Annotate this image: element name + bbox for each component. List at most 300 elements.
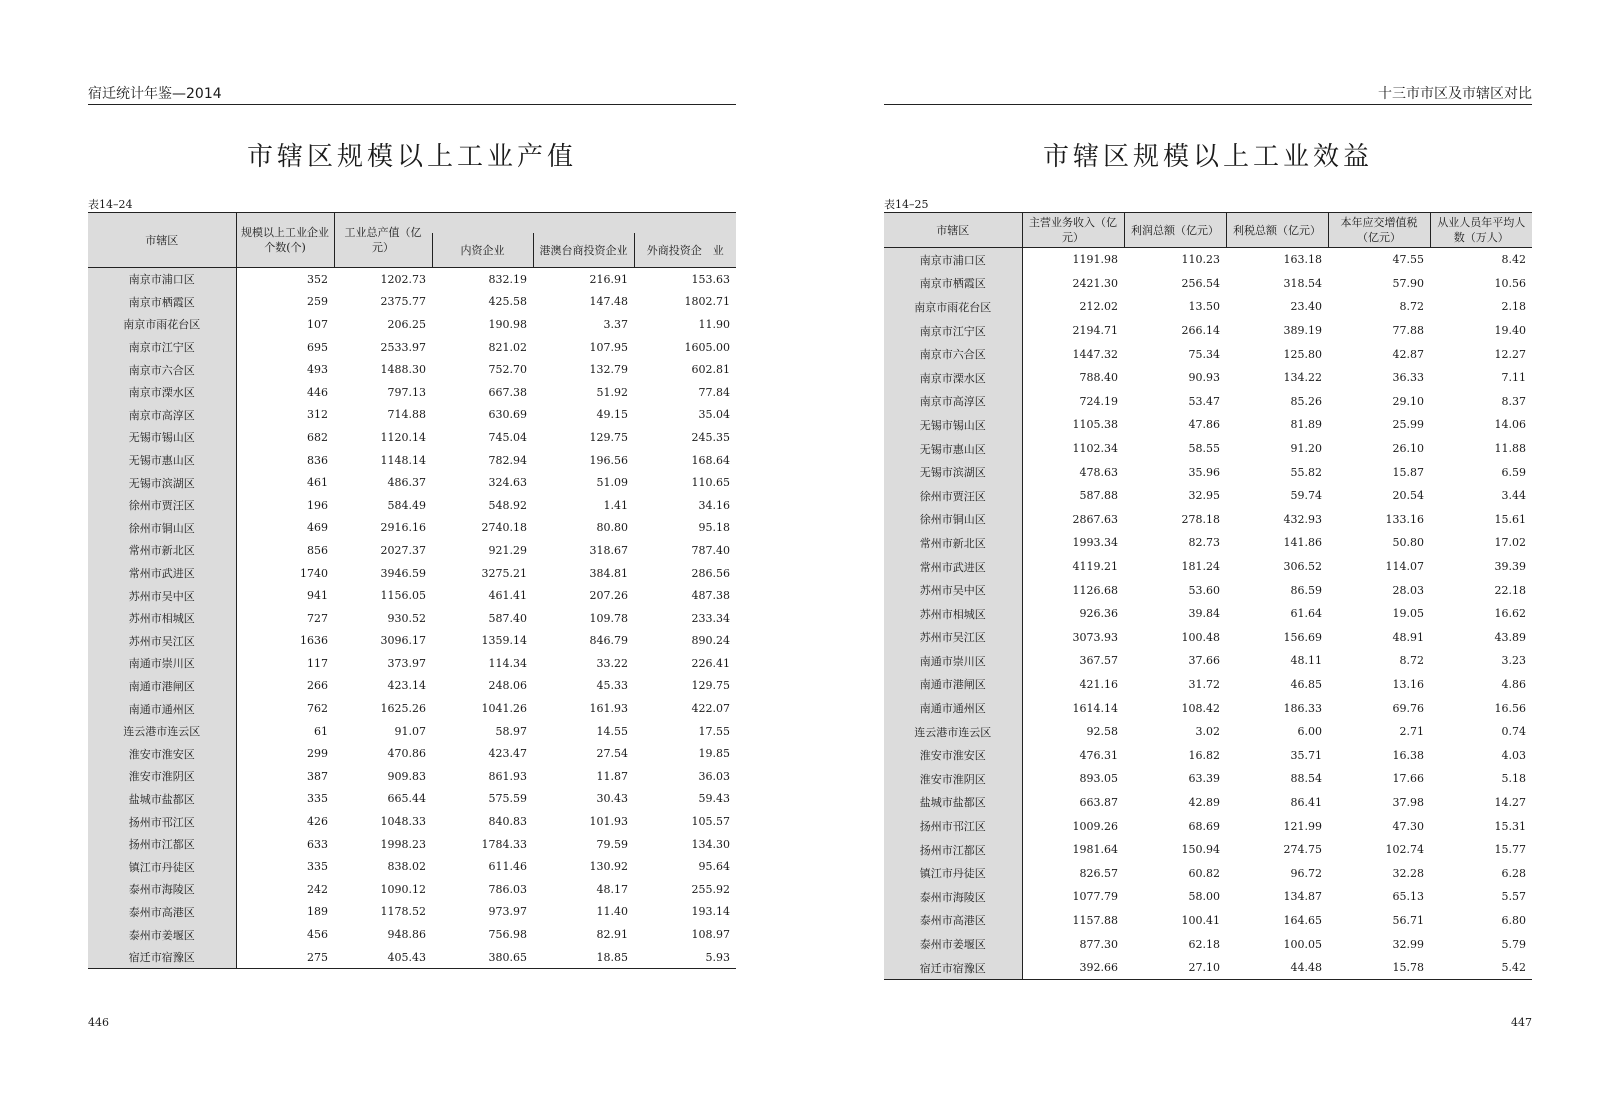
table-row — [88, 494, 736, 517]
row-value: 4119.21 — [1072, 560, 1118, 574]
running-head: 十三市市区及市辖区对比 — [884, 84, 1532, 105]
row-value: 39.39 — [1494, 560, 1526, 574]
row-value: 37.98 — [1392, 795, 1424, 809]
row-region-name: 盐城市盐都区 — [884, 791, 1022, 815]
row-value: 69.76 — [1392, 701, 1424, 715]
row-value: 611.46 — [488, 860, 527, 874]
header-total-output: 工业总产值（亿元） — [334, 213, 432, 268]
table-number: 表14–25 — [884, 198, 929, 211]
row-value: 1090.12 — [380, 882, 426, 896]
row-value: 102.74 — [1385, 843, 1424, 857]
row-region-name: 徐州市贾汪区 — [88, 494, 236, 517]
table-row — [884, 484, 1532, 508]
left-page — [88, 0, 736, 1099]
row-region-name: 扬州市江都区 — [884, 838, 1022, 862]
row-region-name: 连云港市连云区 — [88, 720, 236, 743]
row-region-name: 南京市高淳区 — [88, 404, 236, 427]
row-value: 266.14 — [1181, 324, 1220, 338]
row-value: 1102.34 — [1072, 442, 1118, 456]
table-row — [884, 909, 1532, 933]
row-value: 1740 — [300, 566, 328, 580]
benefit-table — [884, 212, 1532, 980]
row-value: 58.97 — [495, 724, 527, 738]
table-row — [884, 295, 1532, 319]
row-value: 1625.26 — [380, 702, 426, 716]
row-value: 5.93 — [634, 946, 736, 969]
row-region-name: 南京市江宁区 — [884, 319, 1022, 343]
row-value: 61 — [314, 724, 328, 738]
row-value: 100.48 — [1181, 630, 1220, 644]
row-value: 1614.14 — [1072, 701, 1118, 715]
row-value: 48.17 — [596, 882, 628, 896]
row-value: 306.52 — [1283, 560, 1322, 574]
row-value: 2.18 — [1501, 300, 1526, 314]
row-value: 877.30 — [1079, 937, 1118, 951]
table-row — [88, 810, 736, 833]
row-value: 117 — [307, 656, 328, 670]
row-value: 1993.34 — [1072, 536, 1118, 550]
row-value: 207.26 — [589, 589, 628, 603]
table-row — [884, 390, 1532, 414]
row-value: 86.41 — [1290, 795, 1322, 809]
page-number: 446 — [88, 1016, 109, 1029]
row-value: 423.14 — [387, 679, 426, 693]
row-value: 42.89 — [1188, 795, 1220, 809]
row-value: 335 — [307, 792, 328, 806]
row-value: 856 — [307, 543, 328, 557]
table-row — [88, 607, 736, 630]
row-value: 1202.73 — [380, 272, 426, 286]
row-value: 8.72 — [1399, 300, 1424, 314]
table-row — [884, 838, 1532, 862]
row-value: 107.95 — [589, 340, 628, 354]
row-value: 2421.30 — [1072, 276, 1118, 290]
row-region-name: 淮安市淮安区 — [88, 742, 236, 765]
row-value: 125.80 — [1283, 347, 1322, 361]
row-value: 8.72 — [1399, 654, 1424, 668]
header-foreign-invested: 外商投资企 业 — [634, 233, 736, 268]
row-value: 8.42 — [1501, 253, 1526, 267]
row-value: 14.06 — [1494, 418, 1526, 432]
row-value: 18.85 — [533, 946, 634, 969]
row-value: 470.86 — [387, 747, 426, 761]
row-value: 392.66 — [1022, 956, 1124, 980]
row-value: 2375.77 — [380, 295, 426, 309]
row-value: 4.03 — [1501, 748, 1526, 762]
row-value: 11.40 — [596, 905, 628, 919]
table-row — [884, 460, 1532, 484]
row-value: 101.93 — [589, 815, 628, 829]
row-value: 35.04 — [698, 408, 731, 422]
table-row — [884, 413, 1532, 437]
row-value: 5.42 — [1430, 956, 1532, 980]
row-value: 92.58 — [1086, 725, 1118, 739]
row-value: 4.86 — [1501, 677, 1526, 691]
table-row — [884, 932, 1532, 956]
row-value: 487.38 — [691, 589, 731, 603]
row-value: 633 — [307, 837, 328, 851]
table-row — [884, 743, 1532, 767]
row-value: 130.92 — [589, 860, 628, 874]
row-value: 36.03 — [698, 769, 731, 783]
row-value: 446 — [307, 385, 328, 399]
table-row — [884, 626, 1532, 650]
row-value: 425.58 — [488, 295, 527, 309]
page-number: 447 — [1511, 1016, 1532, 1029]
row-value: 81.89 — [1290, 418, 1322, 432]
row-value: 19.05 — [1392, 607, 1424, 621]
row-value: 682 — [307, 430, 328, 444]
row-region-name: 淮安市淮阴区 — [88, 765, 236, 788]
row-value: 405.43 — [334, 946, 432, 969]
row-region-name: 宿迁市宿豫区 — [88, 946, 236, 969]
row-value: 28.03 — [1392, 583, 1424, 597]
row-region-name: 淮安市淮安区 — [884, 743, 1022, 767]
row-value: 47.30 — [1392, 819, 1424, 833]
row-value: 1998.23 — [380, 837, 426, 851]
table-row — [88, 923, 736, 946]
row-value: 324.63 — [488, 476, 527, 490]
row-value: 27.54 — [596, 747, 628, 761]
header-employees: 从业人员年平均人数（万人） — [1430, 213, 1532, 248]
header-profit: 利润总额（亿元） — [1124, 213, 1226, 248]
header-enterprise-count: 规模以上工业企业个数(个) — [236, 213, 334, 268]
row-value: 461.41 — [488, 589, 527, 603]
row-value: 134.30 — [691, 837, 731, 851]
row-value: 51.92 — [596, 385, 628, 399]
table-row — [88, 855, 736, 878]
row-value: 11.88 — [1494, 442, 1526, 456]
row-value: 745.04 — [488, 430, 527, 444]
row-value: 16.38 — [1392, 748, 1424, 762]
row-value: 58.55 — [1188, 442, 1220, 456]
row-value: 821.02 — [488, 340, 527, 354]
row-value: 5.79 — [1501, 937, 1526, 951]
row-value: 47.86 — [1188, 418, 1220, 432]
row-value: 108.42 — [1181, 701, 1220, 715]
table-row — [88, 291, 736, 314]
table-row — [88, 765, 736, 788]
row-region-name: 南京市雨花台区 — [88, 313, 236, 336]
row-region-name: 南京市浦口区 — [884, 248, 1022, 272]
row-value: 134.22 — [1283, 371, 1322, 385]
row-value: 26.10 — [1392, 442, 1424, 456]
row-value: 1105.38 — [1072, 418, 1118, 432]
output-table-body — [88, 268, 736, 969]
header-hmt-invested: 港澳台商投资企业 — [533, 233, 634, 268]
header-revenue: 主营业务收入（亿元） — [1022, 213, 1124, 248]
row-value: 58.00 — [1188, 890, 1220, 904]
table-row — [884, 342, 1532, 366]
row-value: 33.22 — [596, 656, 628, 670]
row-value: 275 — [236, 946, 334, 969]
row-region-name: 南京市六合区 — [88, 358, 236, 381]
row-value: 948.86 — [387, 928, 426, 942]
row-region-name: 泰州市高港区 — [884, 909, 1022, 933]
row-value: 65.13 — [1392, 890, 1424, 904]
table-row — [88, 833, 736, 856]
row-value: 380.65 — [432, 946, 533, 969]
row-value: 11.87 — [596, 769, 628, 783]
row-value: 86.59 — [1290, 583, 1322, 597]
table-row — [88, 517, 736, 540]
row-region-name: 泰州市海陵区 — [884, 885, 1022, 909]
row-value: 1126.68 — [1072, 583, 1118, 597]
table-row — [884, 531, 1532, 555]
row-value: 0.74 — [1501, 725, 1526, 739]
row-value: 797.13 — [387, 385, 426, 399]
row-value: 788.40 — [1079, 371, 1118, 385]
row-region-name: 苏州市吴江区 — [884, 626, 1022, 650]
row-region-name: 南通市通州区 — [884, 696, 1022, 720]
row-value: 2867.63 — [1072, 512, 1118, 526]
table-row — [88, 381, 736, 404]
row-value: 1605.00 — [684, 340, 731, 354]
row-value: 2533.97 — [380, 340, 426, 354]
row-value: 161.93 — [589, 702, 628, 716]
row-value: 846.79 — [589, 634, 628, 648]
row-value: 752.70 — [488, 363, 527, 377]
row-value: 132.79 — [589, 363, 628, 377]
row-value: 77.84 — [698, 385, 731, 399]
row-value: 256.54 — [1181, 276, 1220, 290]
row-value: 1048.33 — [380, 815, 426, 829]
row-value: 25.99 — [1392, 418, 1424, 432]
row-value: 3.37 — [603, 317, 628, 331]
row-region-name: 泰州市姜堰区 — [88, 923, 236, 946]
table-row — [884, 437, 1532, 461]
row-value: 1148.14 — [380, 453, 426, 467]
row-region-name: 镇江市丹徒区 — [884, 861, 1022, 885]
row-value: 15.78 — [1328, 956, 1430, 980]
table-row — [884, 720, 1532, 744]
table-row — [88, 720, 736, 743]
row-region-name: 扬州市邗江区 — [884, 814, 1022, 838]
row-value: 630.69 — [488, 408, 527, 422]
row-value: 426 — [307, 815, 328, 829]
row-value: 787.40 — [691, 543, 731, 557]
table-title: 市辖区规模以上工业效益 — [1042, 142, 1373, 172]
row-value: 756.98 — [488, 928, 527, 942]
row-value: 16.82 — [1188, 748, 1220, 762]
row-value: 423.47 — [488, 747, 527, 761]
row-value: 30.43 — [596, 792, 628, 806]
row-region-name: 南京市溧水区 — [88, 381, 236, 404]
row-value: 714.88 — [387, 408, 426, 422]
row-region-name: 镇江市丹徒区 — [88, 855, 236, 878]
row-value: 15.31 — [1494, 819, 1526, 833]
row-value: 890.24 — [691, 634, 731, 648]
row-value: 1156.05 — [380, 589, 426, 603]
row-value: 60.82 — [1188, 866, 1220, 880]
table-row — [88, 742, 736, 765]
row-value: 274.75 — [1283, 843, 1322, 857]
row-value: 840.83 — [488, 815, 527, 829]
row-value: 1981.64 — [1072, 843, 1118, 857]
row-value: 55.82 — [1290, 465, 1322, 479]
row-value: 226.41 — [691, 656, 731, 670]
table-row — [88, 336, 736, 359]
row-value: 85.26 — [1290, 394, 1322, 408]
row-value: 312 — [307, 408, 328, 422]
row-value: 196 — [307, 498, 328, 512]
row-value: 216.91 — [589, 272, 628, 286]
row-value: 6.28 — [1501, 866, 1526, 880]
row-value: 68.69 — [1188, 819, 1220, 833]
header-region: 市辖区 — [88, 213, 236, 268]
row-value: 893.05 — [1079, 772, 1118, 786]
row-region-name: 南通市港闸区 — [88, 675, 236, 698]
row-value: 861.93 — [488, 769, 527, 783]
row-value: 190.98 — [488, 317, 527, 331]
row-value: 602.81 — [691, 363, 731, 377]
table-row — [884, 248, 1532, 272]
row-value: 2740.18 — [481, 521, 527, 535]
row-region-name: 无锡市惠山区 — [884, 437, 1022, 461]
row-value: 163.18 — [1283, 253, 1322, 267]
row-value: 61.64 — [1290, 607, 1322, 621]
header-domestic: 内资企业 — [432, 233, 533, 268]
row-value: 105.57 — [691, 815, 731, 829]
table-number: 表14–24 — [88, 198, 133, 211]
row-value: 133.16 — [1385, 512, 1424, 526]
row-region-name: 南通市港闸区 — [884, 673, 1022, 697]
row-value: 141.86 — [1283, 536, 1322, 550]
header-region: 市辖区 — [884, 213, 1022, 248]
row-value: 129.75 — [589, 430, 628, 444]
table-row — [88, 313, 736, 336]
row-value: 62.18 — [1188, 937, 1220, 951]
row-value: 47.55 — [1392, 253, 1424, 267]
row-value: 3096.17 — [380, 634, 426, 648]
row-value: 46.85 — [1290, 677, 1322, 691]
row-value: 1178.52 — [380, 905, 426, 919]
table-row — [884, 861, 1532, 885]
table-title: 市辖区规模以上工业产值 — [246, 142, 577, 172]
row-value: 32.99 — [1392, 937, 1424, 951]
row-value: 587.40 — [488, 611, 527, 625]
row-region-name: 无锡市锡山区 — [884, 413, 1022, 437]
row-region-name: 常州市新北区 — [884, 531, 1022, 555]
row-value: 22.18 — [1494, 583, 1526, 597]
table-row — [88, 630, 736, 653]
row-region-name: 常州市武进区 — [884, 555, 1022, 579]
row-value: 79.59 — [596, 837, 628, 851]
row-value: 110.65 — [691, 476, 731, 490]
row-region-name: 常州市新北区 — [88, 539, 236, 562]
row-value: 548.92 — [488, 498, 527, 512]
row-value: 75.34 — [1188, 347, 1220, 361]
row-value: 2.71 — [1399, 725, 1424, 739]
row-region-name: 苏州市吴中区 — [884, 578, 1022, 602]
row-region-name: 徐州市贾汪区 — [884, 484, 1022, 508]
row-value: 10.56 — [1494, 276, 1526, 290]
row-value: 15.77 — [1494, 843, 1526, 857]
row-value: 29.10 — [1392, 394, 1424, 408]
table-row — [88, 562, 736, 585]
row-value: 110.23 — [1181, 253, 1220, 267]
row-value: 37.66 — [1188, 654, 1220, 668]
row-value: 156.69 — [1283, 630, 1322, 644]
row-region-name: 南京市高淳区 — [884, 390, 1022, 414]
table-row — [884, 578, 1532, 602]
row-value: 20.54 — [1392, 489, 1424, 503]
row-value: 96.72 — [1290, 866, 1322, 880]
row-value: 836 — [307, 453, 328, 467]
row-value: 91.07 — [394, 724, 426, 738]
row-region-name: 南京市浦口区 — [88, 268, 236, 291]
table-row — [88, 652, 736, 675]
table-row — [884, 272, 1532, 296]
row-region-name: 南京市雨花台区 — [884, 295, 1022, 319]
row-region-name: 南京市栖霞区 — [88, 291, 236, 314]
row-value: 95.64 — [698, 860, 731, 874]
row-value: 147.48 — [589, 295, 628, 309]
output-table — [88, 212, 736, 969]
row-value: 663.87 — [1079, 795, 1118, 809]
table-row — [88, 946, 736, 969]
row-value: 56.71 — [1392, 913, 1424, 927]
row-value: 421.16 — [1079, 677, 1118, 691]
row-value: 91.20 — [1290, 442, 1322, 456]
row-region-name: 无锡市惠山区 — [88, 449, 236, 472]
row-value: 193.14 — [691, 905, 731, 919]
row-region-name: 南通市崇川区 — [88, 652, 236, 675]
row-value: 8.37 — [1501, 394, 1526, 408]
row-value: 134.87 — [1283, 890, 1322, 904]
row-value: 456 — [307, 928, 328, 942]
row-value: 259 — [307, 295, 328, 309]
row-value: 168.64 — [691, 453, 731, 467]
row-value: 762 — [307, 702, 328, 716]
table-row — [88, 584, 736, 607]
row-value: 6.59 — [1501, 465, 1526, 479]
row-value: 233.34 — [691, 611, 731, 625]
row-value: 299 — [307, 747, 328, 761]
row-value: 88.54 — [1290, 772, 1322, 786]
row-value: 129.75 — [691, 679, 731, 693]
right-page — [884, 0, 1532, 1099]
row-value: 838.02 — [387, 860, 426, 874]
row-value: 48.91 — [1392, 630, 1424, 644]
row-value: 486.37 — [387, 476, 426, 490]
running-head: 宿迁统计年鉴—2014 — [88, 84, 736, 105]
row-value: 34.16 — [698, 498, 731, 512]
row-value: 17.02 — [1494, 536, 1526, 550]
row-value: 1.41 — [603, 498, 628, 512]
table-row — [88, 449, 736, 472]
row-value: 432.93 — [1283, 512, 1322, 526]
row-value: 5.57 — [1501, 890, 1526, 904]
table-row — [884, 673, 1532, 697]
row-region-name: 扬州市江都区 — [88, 833, 236, 856]
row-value: 32.95 — [1188, 489, 1220, 503]
row-value: 48.11 — [1290, 654, 1322, 668]
table-row — [88, 358, 736, 381]
row-value: 724.19 — [1079, 394, 1118, 408]
row-region-name: 宿迁市宿豫区 — [884, 956, 1022, 980]
row-value: 13.16 — [1392, 677, 1424, 691]
row-value: 15.61 — [1494, 512, 1526, 526]
table-row — [88, 788, 736, 811]
row-value: 186.33 — [1283, 701, 1322, 715]
row-value: 53.47 — [1188, 394, 1220, 408]
row-value: 782.94 — [488, 453, 527, 467]
row-value: 6.00 — [1297, 725, 1322, 739]
row-value: 53.60 — [1188, 583, 1220, 597]
row-value: 476.31 — [1079, 748, 1118, 762]
row-value: 373.97 — [387, 656, 426, 670]
